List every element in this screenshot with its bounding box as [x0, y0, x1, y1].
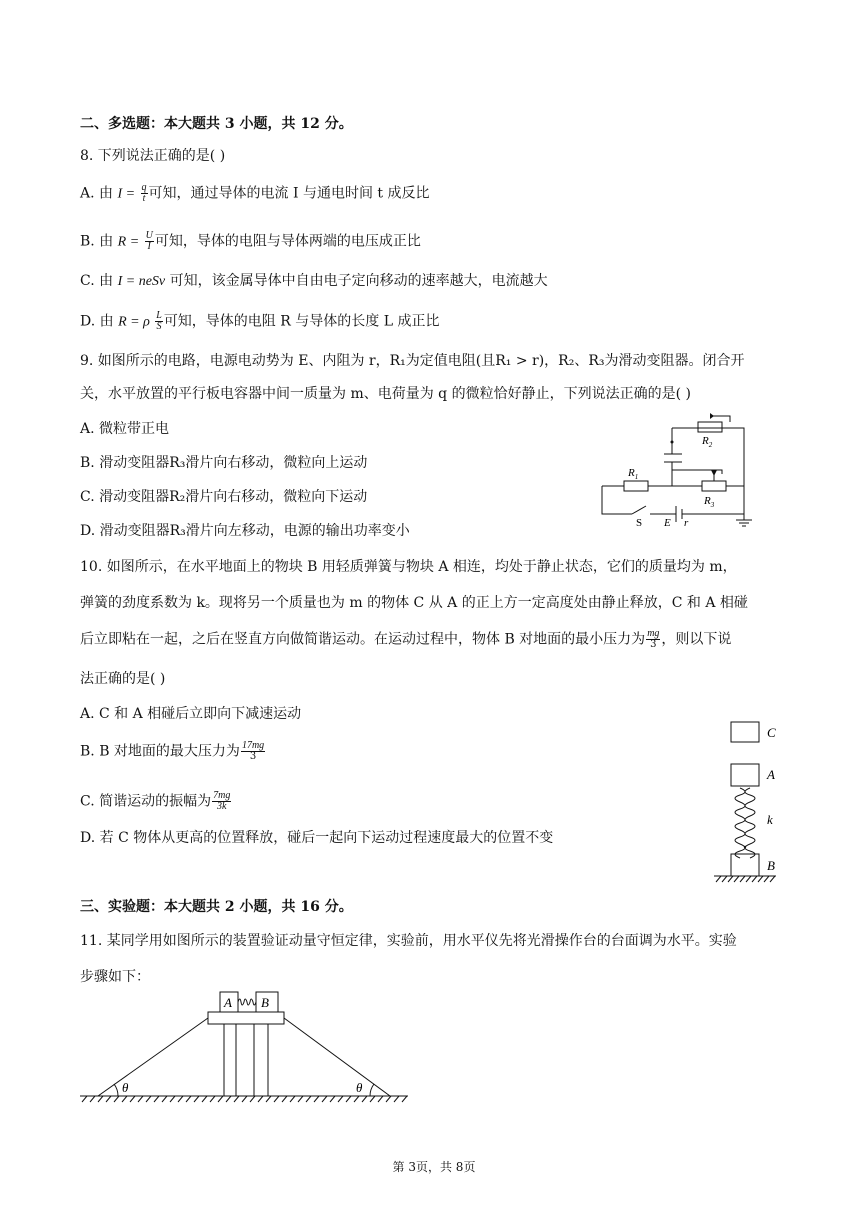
q10-option-d: D. 若 C 物体从更高的位置释放，碰后一起向下运动过程速度最大的位置不变	[80, 830, 554, 846]
q8-d-fraction: $\frac{L}{S}$	[156, 310, 162, 332]
resistor-r1	[624, 481, 648, 491]
q10-option-a: A. C 和 A 相碰后立即向下减速运动	[80, 706, 302, 722]
resistor-r3	[702, 481, 726, 491]
svg-text:R2: $R_2$	[702, 435, 713, 449]
q11-stem-line1: 11. 某同学用如图所示的装置验证动量守恒定律，实验前，用水平仪先将光滑操作台的台面调为水平。实验	[80, 933, 737, 949]
q10-stem-line1: 10. 如图所示，在水平地面上的物块 B 用轻质弹簧与物块 A 相连，均处于静止状态，它们的质量均为 m，	[80, 559, 737, 575]
svg-text:θ: θ	[122, 1080, 129, 1095]
q9-stem-line1: 9. 如图所示的电路，电源电动势为 E、内阻为 r，R₁为定值电阻(且R₁ > r)，R₂、R₃为滑动变阻器。闭合开	[80, 353, 745, 369]
q8-stem: 8. 下列说法正确的是( )	[80, 148, 226, 164]
q10-spring-diagram	[712, 716, 792, 886]
q8-option-c: C. 由 I = neSv 可知，该金属导体中自由电子定向移动的速率越大，电流越大	[80, 273, 548, 289]
block-c	[731, 722, 759, 742]
q8-option-d: D. 由 R = ρ $\frac{L}{S}$ 可知，导体的电阻 R 与导体的长度 L 成正比	[80, 310, 440, 332]
q10-b-fraction: $\frac{17mg}{3}$	[241, 740, 265, 762]
spring	[735, 788, 745, 858]
q10-c-fraction: $\frac{7mg}{3k}$	[213, 790, 231, 812]
q9-option-a: A. 微粒带正电	[80, 421, 170, 437]
svg-text:E: E	[664, 517, 671, 528]
block-b	[731, 854, 759, 876]
page-number: 第 3页，共 8页	[392, 1160, 476, 1174]
q8-a-fraction: $\frac{q}{t}$	[141, 182, 147, 204]
svg-text:R1: $R_1$	[628, 467, 639, 481]
section2-heading: 二、多选题：本大题共 3 小题，共 12 分。	[80, 116, 353, 132]
svg-text:B: B	[261, 995, 269, 1010]
compressed-spring	[238, 999, 256, 1005]
q9-option-d: D. 滑动变阻器R₃滑片向左移动，电源的输出功率变小	[80, 523, 410, 539]
q10-option-b: B. B 对地面的最大压力为 $\frac{17mg}{3}$	[80, 740, 265, 762]
svg-text:A: A	[224, 995, 232, 1010]
svg-text:R3: $R_3$	[704, 495, 715, 509]
svg-text:k: k	[767, 812, 773, 827]
q8-b-fraction: $\frac{U}{I}$	[145, 230, 153, 252]
svg-text:θ: θ	[356, 1080, 363, 1095]
resistor-r2	[698, 422, 722, 432]
q11-stem-line2: 步骤如下：	[80, 969, 150, 985]
q8-option-b: B. 由 R = $\frac{U}{I}$ 可知，导体的电阻与导体两端的电压成正比	[80, 230, 421, 252]
q10-option-c: C. 简谐运动的振幅为 $\frac{7mg}{3k}$	[80, 790, 231, 812]
q11-apparatus-diagram	[78, 988, 410, 1106]
q10-min-force-fraction: $\frac{mg}{3}$	[647, 628, 660, 650]
svg-text:A: A	[767, 767, 775, 782]
svg-text:B: B	[767, 858, 775, 873]
q9-option-b: B. 滑动变阻器R₃滑片向右移动，微粒向上运动	[80, 455, 368, 471]
svg-text:S: S	[636, 517, 643, 528]
q9-option-c: C. 滑动变阻器R₂滑片向右移动，微粒向下运动	[80, 489, 368, 505]
svg-text:C: C	[767, 725, 776, 740]
q10-stem-line4: 法正确的是( )	[80, 671, 166, 687]
q9-circuit-diagram	[598, 412, 760, 528]
q9-stem-line2: 关，水平放置的平行板电容器中间一质量为 m、电荷量为 q 的微粒恰好静止，下列说法正确的是( )	[80, 386, 691, 402]
q10-stem-line2: 弹簧的劲度系数为 k。现将另一个质量也为 m 的物体 C 从 A 的正上方一定高度处由静止释放，C 和 A 相碰	[80, 595, 748, 611]
section3-heading: 三、实验题：本大题共 2 小题，共 16 分。	[80, 899, 353, 915]
block-a	[731, 764, 759, 786]
q10-stem-line3: 后立即粘在一起，之后在竖直方向做简谐运动。在运动过程中，物体 B 对地面的最小压力为 $\frac{mg}{3}$ ，则以下说	[80, 628, 732, 650]
table-top	[208, 1012, 284, 1024]
svg-text:r: r	[684, 517, 689, 528]
q8-option-a: A. 由 I = $\frac{q}{t}$ 可知，通过导体的电流 I 与通电时间 t 成反比	[80, 182, 430, 204]
